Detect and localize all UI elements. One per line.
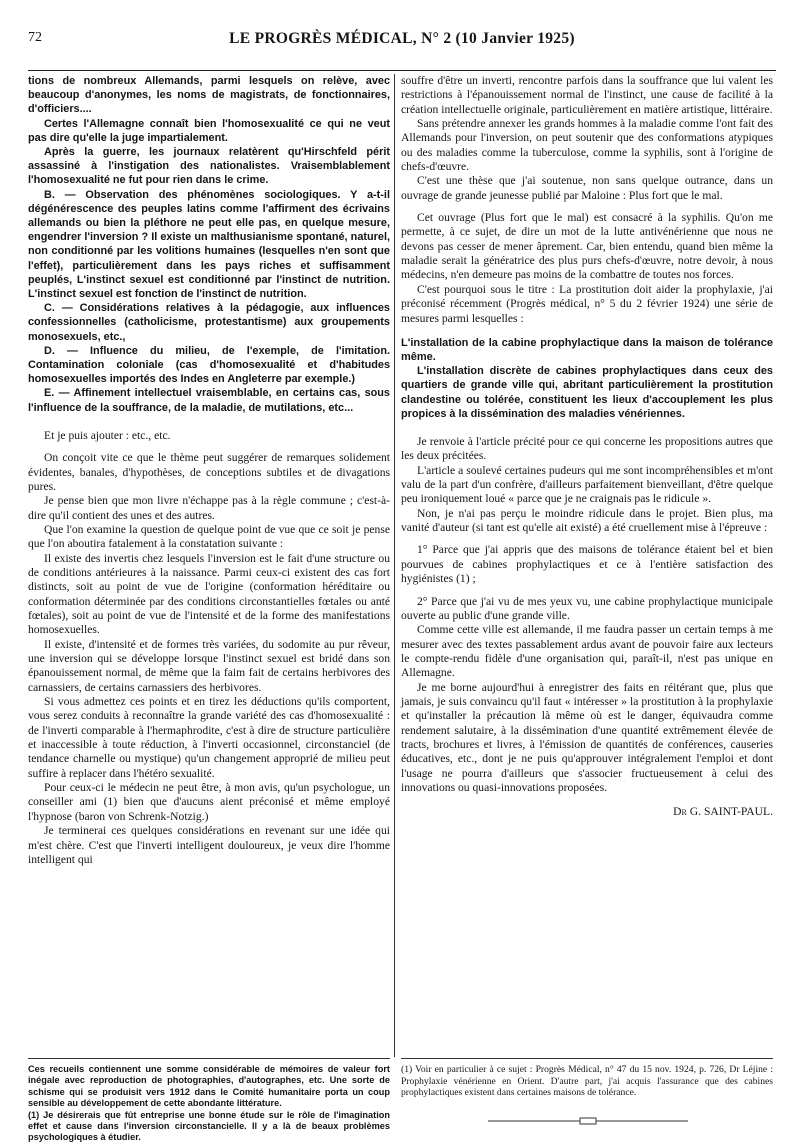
- body-paragraph: C'est une thèse que j'ai soutenue, non sans quelque outrance, dans un ouvrage de grande jeunesse publié par Maloine : Plus fort que le mal.: [401, 174, 773, 202]
- body-paragraph: Je pense bien que mon livre n'échappe pas à la règle commune ; c'est-à-dire qu'il contient des unes et des autres.: [28, 494, 390, 522]
- body-paragraph: Si vous admettez ces points et en tirez les déductions qu'ils comportent, vous serez conduits à reconnaître la grande variété des cas d'homosexualité : de l'inverti comparable à l'hermaphrodite, c'est à dire de structure particulière et inaccessible à toute réduction, à l'inverti occasionnel, circonstanciel (de tendance charnelle ou mystique) qu'un changement approprié de milieu peut suffire à replacer dans l'hétéro sexualité.: [28, 695, 390, 780]
- body-paragraph: Je me borne aujourd'hui à enregistrer des faits en réitérant que, plus que jamais, je suis convaincu qu'il faut « intéresser » la prostitution à la prophylaxie et qu'installer la précaution là même où est le danger, équivaudra comme rendement salutaire, à la dissémination d'une quantité extrêmement élevée de tracts, brochures et livres, à l'émission de quantités de conférences, causeries éducatives, etc., dont je ne puis qu'approuver intégralement l'emploi et dont l'usage ne pourra d'ailleurs que s'associer fructueusement à celui des innovations ou quasi-innovations proposées.: [401, 680, 773, 794]
- section-e: E. — Affinement intellectuel vraisemblable, en certains cas, sous l'influence de la souffrance, de la maladie, de mutilations, etc...: [28, 387, 390, 414]
- section-d: D. — Influence du milieu, de l'exemple, de l'imitation. Contamination coloniale (cas d'homosexualité et d'habitudes homosexuelles importés des Indes en Angleterre par exemple.): [28, 344, 390, 386]
- bold-paragraph: Après la guerre, les journaux relatèrent qu'Hirschfeld périt assassiné à l'instigation des nationalistes. Vraisemblablement l'homosexualité ne fut pour rien dans le crime.: [28, 146, 390, 187]
- bold-paragraph: Certes l'Allemagne connaît bien l'homosexualité ce qui ne veut pas dire qu'elle la juge impartialement.: [28, 117, 390, 144]
- header-rule: [28, 70, 776, 71]
- measure-paragraph: L'installation discrète de cabines prophylactiques dans ceux des quartiers de grande ville qui, abritant particulièrement la prostitution clandestine ou tolérée, constituent les lieux d'accouplement les plus propices à la dissémination des maladies vénériennes.: [401, 365, 773, 420]
- body-paragraph: Je renvoie à l'article précité pour ce qui concerne les propositions autres que les deux précitées.: [401, 435, 773, 463]
- body-paragraph: C'est pourquoi sous le titre : La prostitution doit aider la prophylaxie, j'ai préconisé récemment (Progrès médical, n° 5 du 2 février 1924) une série de mesures parmi lesquelles :: [401, 282, 773, 325]
- left-footnotes: [28, 1064, 390, 1144]
- body-paragraph: Que l'on examine la question de quelque point de vue que ce soit je pense que l'on aboutira fatalement à la constatation suivante :: [28, 522, 390, 551]
- body-paragraph: On conçoit vite ce que le thème peut suggérer de remarques solidement évidentes, banales, d'hypothèses, de conceptions subtiles et de divagations pures.: [28, 451, 390, 493]
- page-number: 72: [28, 30, 42, 45]
- body-paragraph: 1° Parce que j'ai appris que des maisons de tolérance étaient bel et bien pourvues de cabines prophylactiques et ce à l'entière satisfaction des hygiénistes (1) ;: [401, 543, 773, 586]
- measure-heading: L'installation de la cabine prophylactique dans la maison de tolérance même.: [401, 336, 773, 364]
- body-paragraph: souffre d'être un inverti, rencontre parfois dans la souffrance que lui valent les restrictions à l'épanouissement normal de l'instinct, une cause de facilité à la création intellectuelle originale, particulièrement en matière artistique, littéraire.: [401, 74, 773, 116]
- left-column: [28, 74, 390, 867]
- body-paragraph: L'article a soulevé certaines pudeurs qui me sont incompréhensibles et m'ont valu de la part d'un confrère, d'ailleurs parfaitement bienveillant, d'être quelque peu ironiquement loué « parce que je ne craignais pas le ridicule ».: [401, 463, 773, 506]
- section-b: B. — Observation des phénomènes sociologiques. Y a-t-il dégénérescence des peuples latins comme l'affirment des écrivains allemands ou bien la pléthore ne peut elle pas, en quelque mesure, engendrer l'inversion ? Il existe un malthusianisme spontané, naturel, non conditionné par les volitions humaines (lesquelles n'en sont que l'effet), particulièrement dans les pays riches et suffisamment peuplés, L'instinct sexuel est conditionné par l'instinct de nutrition. L'instinct sexuel est fonction de l'instinct de nutrition.: [28, 188, 390, 301]
- footnote-rule-right: [401, 1058, 773, 1059]
- journal-page: [28, 30, 776, 1143]
- bold-paragraph: tions de nombreux Allemands, parmi lesquels on relève, avec beaucoup d'anonymes, les noms de magistrats, de fonctionnaires, d'officiers....: [28, 75, 390, 116]
- footnote: Ces recueils contiennent une somme considérable de mémoires de valeur fort inégale avec reproduction de photographies, d'autographes, etc. Une sorte de schisme qui se produisit vers 1912 dans le Comité humanitaire porta un coup sensible au développement de cette abondante littérature.: [28, 1064, 390, 1109]
- column-divider: [394, 74, 395, 1057]
- journal-title: LE PROGRÈS MÉDICAL, N° 2 (10 Janvier 1925): [229, 30, 575, 47]
- body-paragraph: Et je puis ajouter : etc., etc.: [44, 428, 171, 442]
- body-paragraph: Pour ceux-ci le médecin ne peut être, à mon avis, qu'un psychologue, un conseiller ami (1) bien que d'aucuns aient préconisé et même employé l'hypnose (baron von Schrenk-Notzig.): [28, 781, 390, 823]
- body-paragraph: Il existe, d'intensité et de formes très variées, du sodomite au pur rêveur, une inversion qui se développe lorsque l'instinct sexuel est bridé dans son épanouissement normal, de même que la faim fait de certains herbivores des carnassiers, de certains carnassiers des herbivores.: [28, 637, 390, 694]
- body-paragraph: Il existe des invertis chez lesquels l'inversion est le fait d'une structure ou de conditions antérieures à la naissance. Parmi ceux-ci existent des cas fort distincts, soit au point de vue de l'origine (conformation héréditaire ou conformation déterminée par des conditions circonstantielles fœtales ou anté fœtales), soit au point de vue de l'intensité et de la forme des manifestations homosexuelles.: [28, 551, 390, 637]
- section-c: C. — Considérations relatives à la pédagogie, aux influences confessionnelles (catholicisme, protestantisme) aux groupements monosexuels, etc.,: [28, 302, 390, 343]
- footnote: (1) Voir en particulier à ce sujet : Progrès Médical, n° 47 du 15 nov. 1924, p. 726, Dr Léjine : Prophylaxie vénérienne en Orient. D'autre part, j'ai acquis l'assurance que des cabines prophylactiques existent dans certaines maisons de tolérance.: [401, 1064, 773, 1099]
- body-paragraph: Sans prétendre annexer les grands hommes à la maladie comme l'ont fait des Allemands pour l'inversion, on peut soutenir que des conformations atypiques ou des maladies comme la tuberculose, comme la syphilis, sont à l'origine de chefs-d'œuvre.: [401, 117, 773, 174]
- right-column: [401, 74, 773, 820]
- page-header: [28, 30, 776, 52]
- ornament-divider: [488, 1116, 688, 1126]
- footnote: (1) Je désirerais que fût entreprise une bonne étude sur le rôle de l'imagination effet et cause dans l'inversion circonstancielle. Il y a là de beaux problèmes psychologiques à étudier.: [28, 1109, 390, 1143]
- body-paragraph: Je terminerai ces quelques considérations en revenant sur une idée qui m'est chère. C'est que l'inverti intelligent douloureux, je veux dire l'homme intelligent qui: [28, 824, 390, 866]
- footnote-rule-left: [28, 1058, 390, 1059]
- body-paragraph: Non, je n'ai pas perçu le moindre ridicule dans le projet. Bien plus, ma vanité d'auteur (si tant est qu'elle ait existé) a été cruellement mise à l'épreuve :: [401, 506, 773, 535]
- body-paragraph: 2° Parce que j'ai vu de mes yeux vu, une cabine prophylactique municipale ouverte au public d'une grande ville.: [401, 594, 773, 622]
- body-paragraph: Comme cette ville est allemande, il me faudra passer un certain temps à me mesurer avec des textes passablement ardus avant de pouvoir faire aux lecteurs le compte-rendu fidèle d'une organisation qui, paraît-il, n'est pas unique en Allemagne.: [401, 623, 773, 680]
- right-footnotes: [401, 1064, 773, 1099]
- author-signature: Dr G. SAINT-PAUL.: [673, 805, 773, 819]
- body-paragraph: Cet ouvrage (Plus fort que le mal) est consacré à la syphilis. Qu'on me permette, à ce sujet, de dire un mot de la lutte antivénérienne que nous ne devons pas cesser de mener âprement. Car, bien entendu, quand bien même la maladie serait la génératrice des plus purs chefs-d'œuvre, notre devoir, à nous médecins, n'en demeure pas moins de la combattre de toutes nos forces.: [401, 211, 773, 282]
